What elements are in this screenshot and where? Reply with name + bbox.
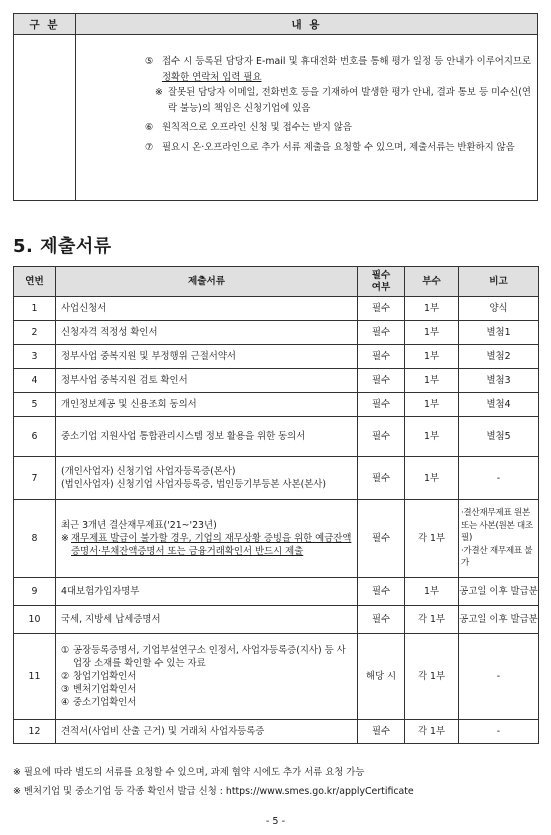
col-header-copies: 부수 [405,267,459,297]
footnote-certificate-link: ※ 벤처기업 및 중소기업 등 각종 확인서 발급 신청 : https://www.smes.go.kr/applyCertificate [13,786,414,797]
col-header-remark: 비고 [459,267,539,297]
application-guidelines-table [13,13,538,201]
table-row: 9 4대보험가입자명부 필수 1부 공고일 이후 발급분 [14,578,539,606]
category-cell [14,35,76,201]
financial-statement-note: ※ 재무제표 발급이 불가할 경우, 기업의 재무상황 증빙을 위한 예금잔액증명서·부채잔액증명서 또는 금융거래확인서 반드시 제출 [61,533,352,557]
table-row: 8 최근 3개년 결산재무제표('21~'23년) ※ 재무제표 발급이 불가할 경우, 기업의 재무상황 증빙을 위한 예금잔액증명서·부채잔액증명서 또는 금융거래확인서 반드시 제출 필수 각 1부 ·결산재무제표 원본 또는 사본(원본 대조필) ·가결산 재무제표 불가 [14,500,539,578]
list-item: ④ 중소기업확인서 [61,697,137,708]
table-row: 6 중소기업 지원사업 통합관리시스템 정보 활용을 위한 동의서 필수 1부 별첨5 [14,417,539,457]
col-header-required: 필수 여부 [358,267,405,297]
table-row: 4 정부사업 중복지원 검토 확인서 필수 1부 별첨3 [14,369,539,393]
table-row: 11 ① 공장등록증명서, 기업부설연구소 인정서, 사업자등록증(지사) 등 사업장 소재를 확인할 수 있는 자료 ② 창업기업확인서 ③ 벤처기업확인서 ④ 중소기업확인서 해당 시 각 1부 - [14,634,539,720]
guideline-item-7: ⑦ 필요시 온·오프라인으로 추가 서류 제출을 요청할 수 있으며, 제출서류는 반환하지 않음 [145,141,515,153]
col-header-no: 연번 [14,267,56,297]
col-header-content: 내 용 [76,14,538,35]
col-header-category: 구 분 [14,14,76,35]
section-heading: 5. 제출서류 [13,236,112,257]
footnote-additional-documents: ※ 필요에 따라 별도의 서류를 요청할 수 있으며, 과제 협약 시에도 추가 서류 요청 가능 [13,767,365,778]
guideline-item-5: ⑤ 접수 시 등록된 담당자 E-mail 및 휴대전화 번호를 통해 평가 일정 등 안내가 이루어지므로 정확한 연락처 입력 필요 [145,56,531,83]
list-item: ③ 벤처기업확인서 [61,684,137,695]
required-documents-table [13,266,539,744]
col-header-document: 제출서류 [56,267,358,297]
table-row: 12 견적서(사업비 산출 근거) 및 거래처 사업자등록증 필수 각 1부 - [14,720,539,744]
underlined-emphasis: 정확한 연락처 입력 필요 [162,71,262,83]
table-row: 10 국세, 지방세 납세증명서 필수 각 1부 공고일 이후 발급분 [14,606,539,634]
list-item: ② 창업기업확인서 [61,671,137,682]
table-row: 5 개인정보제공 및 신용조회 동의서 필수 1부 별첨4 [14,393,539,417]
table-row: 3 정부사업 중복지원 및 부정행위 근절서약서 필수 1부 별첨2 [14,345,539,369]
table-row: 2 신청자격 적정성 확인서 필수 1부 별첨1 [14,321,539,345]
guideline-item-6: ⑥ 원칙적으로 오프라인 신청 및 접수는 받지 않음 [145,122,352,133]
table-row: 1 사업신청서 필수 1부 양식 [14,297,539,321]
list-item: ① 공장등록증명서, 기업부설연구소 인정서, 사업자등록증(지사) 등 사업장 소재를 확인할 수 있는 자료 [61,645,346,669]
content-cell [76,35,538,201]
table-row: 7 (개인사업자) 신청기업 사업자등록증(본사) (법인사업자) 신청기업 사업자등록증, 법인등기부등본 사본(본사) 필수 1부 - [14,457,539,500]
page-number: - 5 - [265,816,286,827]
guideline-note: ※ 잘못된 담당자 이메일, 전화번호 등을 기재하여 발생한 평가 안내, 결과 통보 등 미수신(연락 불능)의 책임은 신청기업에 있음 [155,87,531,114]
